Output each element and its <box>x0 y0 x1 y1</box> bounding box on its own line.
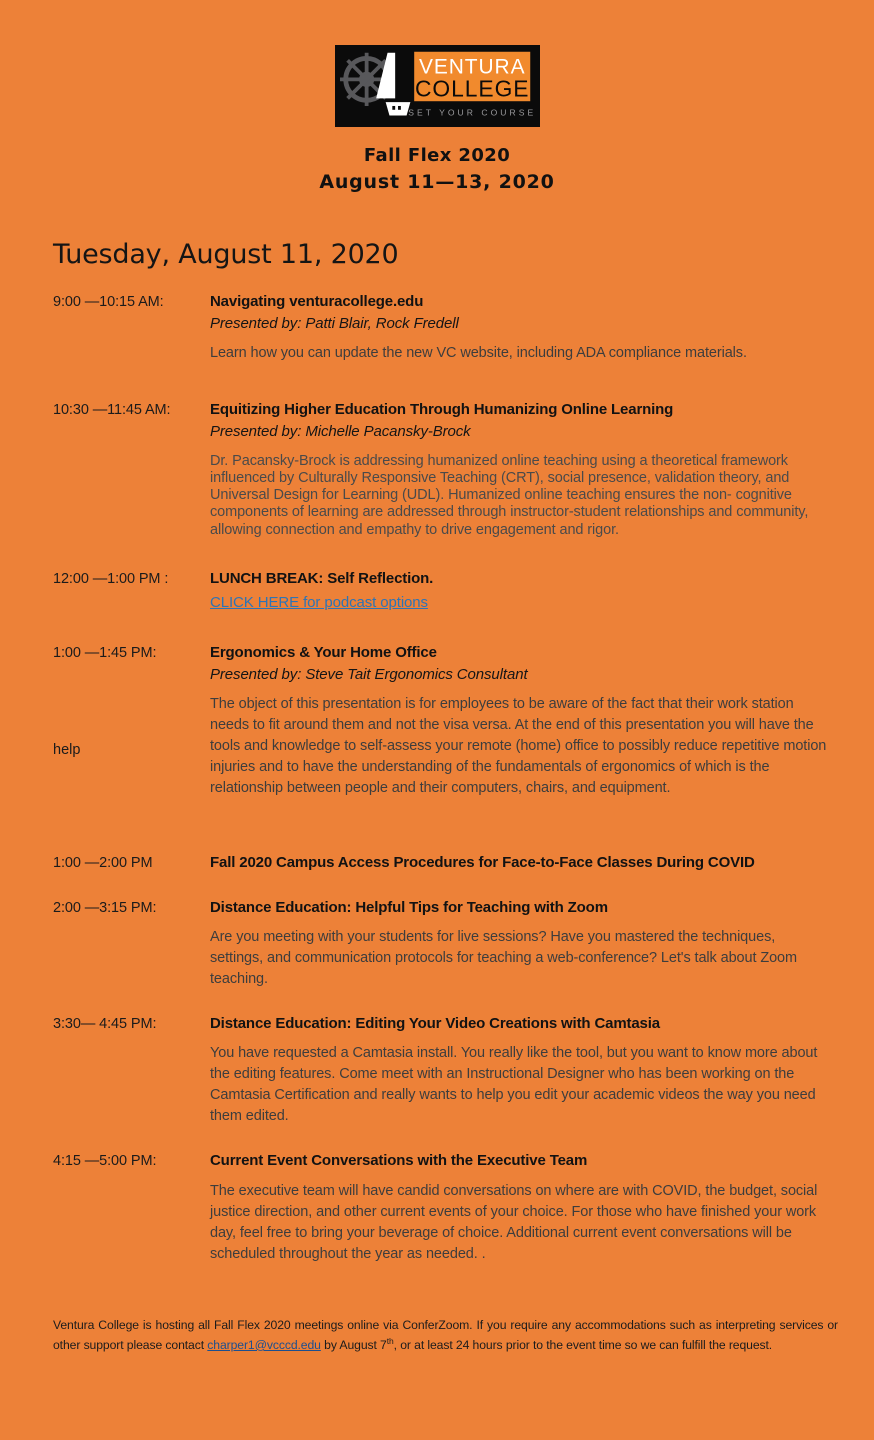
session-detail <box>210 1151 832 1264</box>
spacer <box>0 874 874 898</box>
session-row <box>0 643 874 799</box>
spacer <box>0 990 874 1014</box>
session-row <box>0 898 874 990</box>
session-row <box>0 400 874 539</box>
session-description: You have requested a Camtasia install. You really like the tool, but you want to know more about the editing features. Come meet with an Instructional Designer who has been working on the Camtasia Certification and really wants to help you edit your academic videos the way you need them edited. <box>210 1045 818 1125</box>
svg-text:COLLEGE: COLLEGE <box>414 75 529 102</box>
spacer <box>0 613 874 643</box>
footer-text-part2: by August 7 <box>320 1337 387 1352</box>
session-title: LUNCH BREAK: Self Reflection. <box>210 569 434 587</box>
header <box>0 0 874 197</box>
session-detail <box>210 1014 832 1127</box>
session-row <box>0 853 874 874</box>
session-description: Learn how you can update the new VC website, including ADA compliance materials. <box>210 344 747 361</box>
footer-accommodations-note <box>53 1316 838 1355</box>
session-row <box>0 1151 874 1264</box>
session-detail <box>210 292 832 364</box>
session-time: 1:00 —2:00 PM <box>53 855 153 872</box>
session-row <box>0 569 874 613</box>
session-title: Fall 2020 Campus Access Procedures for Face-to-Face Classes During COVID <box>210 854 755 872</box>
session-time: 12:00 —1:00 PM : <box>53 570 169 587</box>
day-heading: Tuesday, August 11, 2020 <box>53 238 399 270</box>
session-detail <box>210 898 832 990</box>
footer-ordinal-suffix: th <box>386 1335 394 1346</box>
session-presenter: Presented by: Steve Tait Ergonomics Consultant <box>210 666 528 684</box>
session-title: Navigating venturacollege.edu <box>210 292 424 310</box>
session-row <box>0 1014 874 1127</box>
event-dates: August 11—13, 2020 <box>319 171 555 194</box>
footer-text-part1: Ventura College is hosting all Fall Flex 2020 meetings online via ConferZoom. If you require any accommodations such as interpreting services or other support please contact <box>53 1318 838 1352</box>
event-title-block <box>0 143 874 197</box>
session-time: 10:30 —11:45 AM: <box>53 401 171 418</box>
session-detail <box>210 643 832 799</box>
session-title: Ergonomics & Your Home Office <box>210 643 437 661</box>
event-title: Fall Flex 2020 <box>363 145 511 166</box>
schedule-list <box>0 292 874 1265</box>
session-time: 2:00 —3:15 PM: <box>53 899 157 916</box>
session-presenter: Presented by: Michelle Pacansky-Brock <box>210 423 471 441</box>
session-title: Current Event Conversations with the Executive Team <box>210 1152 588 1170</box>
spacer <box>0 799 874 853</box>
session-time: 4:15 —5:00 PM: <box>53 1153 157 1170</box>
session-detail <box>210 569 832 613</box>
ventura-college-logo <box>335 45 540 127</box>
session-description: The object of this presentation is for employees to be aware of the fact that their work station needs to fit around them and not the visa versa. At the end of this presentation you will have the tools and knowledge to self-assess your remote (home) office to possibly reduce repetitive motion injuries and to have the understanding of the fundamentals of ergonomics of which is the relationship between people and their computers, chairs, and equipment. <box>210 696 827 797</box>
accommodations-email-link[interactable]: charper1@vcccd.edu <box>207 1337 321 1352</box>
session-title: Distance Education: Helpful Tips for Teaching with Zoom <box>210 898 608 916</box>
session-title: Equitizing Higher Education Through Humanizing Online Learning <box>210 400 674 418</box>
session-description: The executive team will have candid conversations on where are with COVID, the budget, social justice direction, and other current events of your choice. For those who have finished your work day, feel free to bring your beverage of choice. Additional current event conversations will be scheduled throughout the year as needed. . <box>210 1182 818 1262</box>
svg-text:SET YOUR COURSE: SET YOUR COURSE <box>407 107 536 118</box>
session-presenter: Presented by: Patti Blair, Rock Fredell <box>210 314 459 332</box>
session-detail <box>210 853 832 873</box>
session-row <box>0 292 874 364</box>
session-time: 9:00 —10:15 AM: <box>53 293 164 310</box>
spacer <box>0 539 874 569</box>
session-time: 3:30— 4:45 PM: <box>53 1016 157 1033</box>
svg-text:VENTURA: VENTURA <box>418 55 526 79</box>
spacer <box>0 1127 874 1151</box>
session-description: Are you meeting with your students for live sessions? Have you mastered the techniques, settings, and communication protocols for teaching a web-conference? Let's talk about Zoom teaching. <box>210 929 797 988</box>
spacer <box>0 364 874 400</box>
session-title: Distance Education: Editing Your Video Creations with Camtasia <box>210 1015 660 1033</box>
stray-help-text: help <box>53 742 81 758</box>
session-time: 1:00 —1:45 PM: <box>53 644 157 661</box>
session-description: Dr. Pacansky-Brock is addressing humanized online teaching using a theoretical framework influenced by Culturally Responsive Teaching (CRT), social presence, validation theory, and Universal Design for Learning (UDL). Humanized online teaching ensures the non- cognitive components of learning are addressed through instructor-student relationships and community, allowing connection and empathy to drive engagement and rigor. <box>210 453 809 538</box>
footer-text-part3: , or at least 24 hours prior to the event time so we can fulfill the request. <box>393 1337 773 1352</box>
session-detail <box>210 400 832 539</box>
podcast-options-link[interactable]: CLICK HERE for podcast options <box>210 593 428 611</box>
